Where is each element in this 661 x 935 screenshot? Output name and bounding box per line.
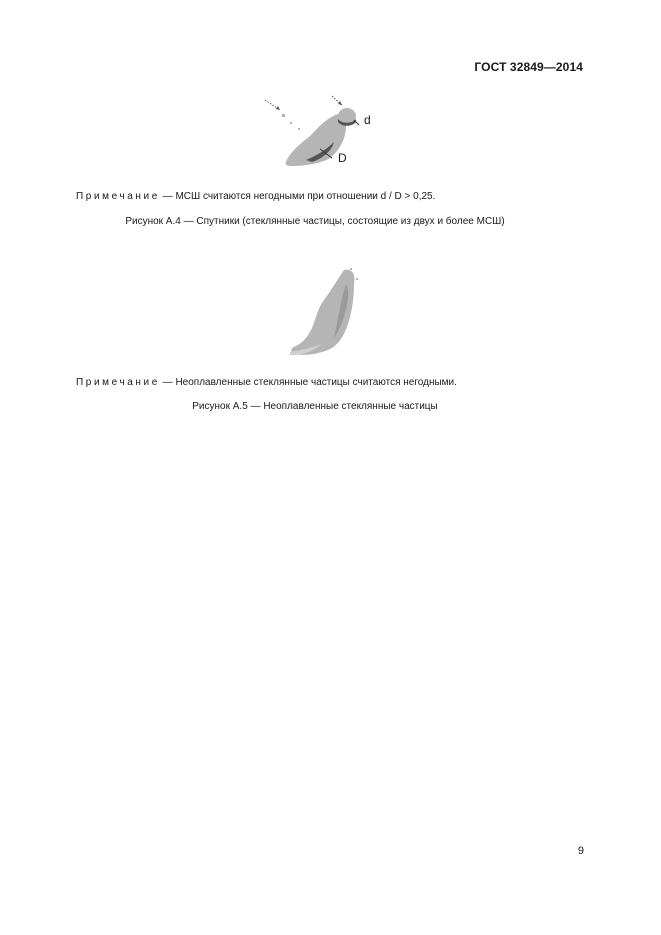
figure-a4-caption: Рисунок А.4 — Спутники (стеклянные частицы, состоящие из двух и более МСШ) [125, 216, 505, 227]
figure-a4-note [76, 191, 435, 202]
note-text: — Неоплавленные стеклянные частицы считаются негодными. [159, 377, 457, 388]
fragment-shape [290, 122, 292, 124]
page-number: 9 [577, 845, 584, 857]
figure-a5-illustration [282, 264, 372, 360]
figure-a5-caption: Рисунок А.5 — Неоплавленные стеклянные частицы [192, 401, 438, 412]
note-text: — МСШ считаются негодными при отношении d / D > 0,25. [159, 191, 436, 202]
fragment-shape [350, 268, 352, 270]
figure-a5-note [76, 377, 457, 388]
fragment-shape [298, 128, 300, 130]
note-lead: Примечание [76, 191, 160, 202]
label-D: D [338, 151, 347, 165]
arrow-left-icon [265, 100, 280, 110]
fragment-shape [282, 114, 285, 117]
label-d: d [364, 113, 371, 127]
fragment-shape [356, 278, 358, 280]
arrow-top-icon [332, 96, 342, 105]
note-lead: Примечание [76, 377, 160, 388]
document-header: ГОСТ 32849—2014 [474, 60, 583, 74]
figure-a4-illustration [260, 92, 390, 174]
